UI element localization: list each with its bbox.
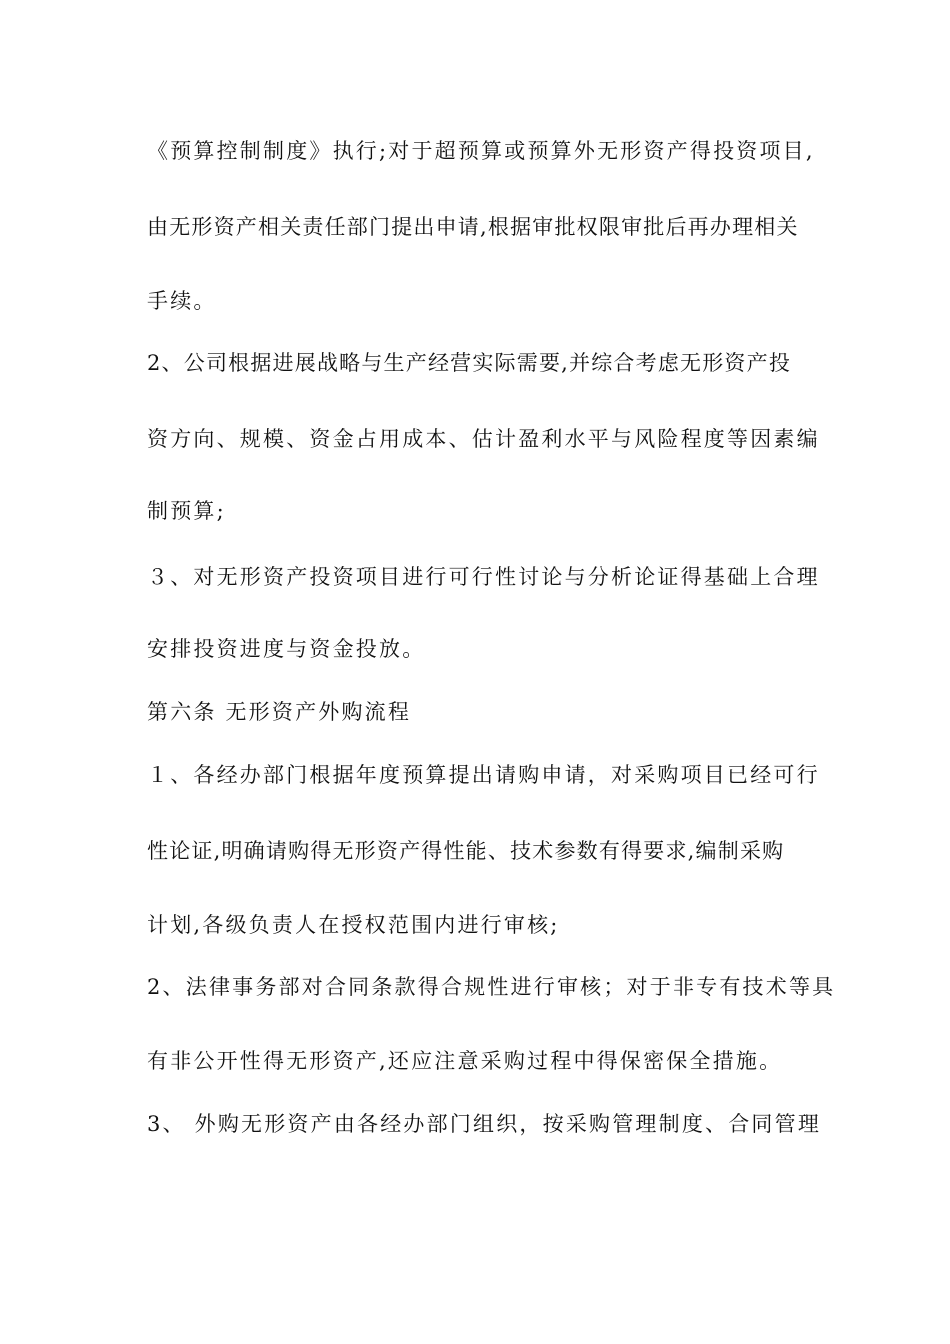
text-line: 有非公开性得无形资产,还应注意采购过程中得保密保全措施。	[147, 1049, 783, 1073]
text-line: １、各经办部门根据年度预算提出请购申请，对采购项目已经可行	[147, 763, 820, 787]
text-line: 3、 外购无形资产由各经办部门组织，按采购管理制度、合同管理	[147, 1112, 822, 1136]
text-line: 由无形资产相关责任部门提出申请,根据审批权限审批后再办理相关	[147, 215, 799, 239]
text-line: 2、公司根据进展战略与生产经营实际需要,并综合考虑无形资产投	[147, 351, 792, 375]
text-line: 《预算控制制度》执行;对于超预算或预算外无形资产得投资项目,	[147, 139, 815, 163]
text-line: 手续。	[147, 289, 217, 313]
text-line: 制预算;	[147, 499, 226, 523]
text-line: 资方向、规模、资金占用成本、估计盈利水平与风险程度等因素编	[147, 427, 820, 451]
text-line: ３、对无形资产投资项目进行可行性讨论与分析论证得基础上合理	[147, 565, 820, 589]
text-line: 性论证,明确请购得无形资产得性能、技术参数有得要求,编制采购	[147, 839, 785, 863]
text-line: 计划,各级负责人在授权范围内进行审核;	[147, 913, 560, 937]
text-line: 2、法律事务部对合同条款得合规性进行审核；对于非专有技术等具	[147, 975, 836, 999]
text-line: 安排投资进度与资金投放。	[147, 637, 426, 661]
section-heading: 第六条 无形资产外购流程	[147, 700, 412, 724]
